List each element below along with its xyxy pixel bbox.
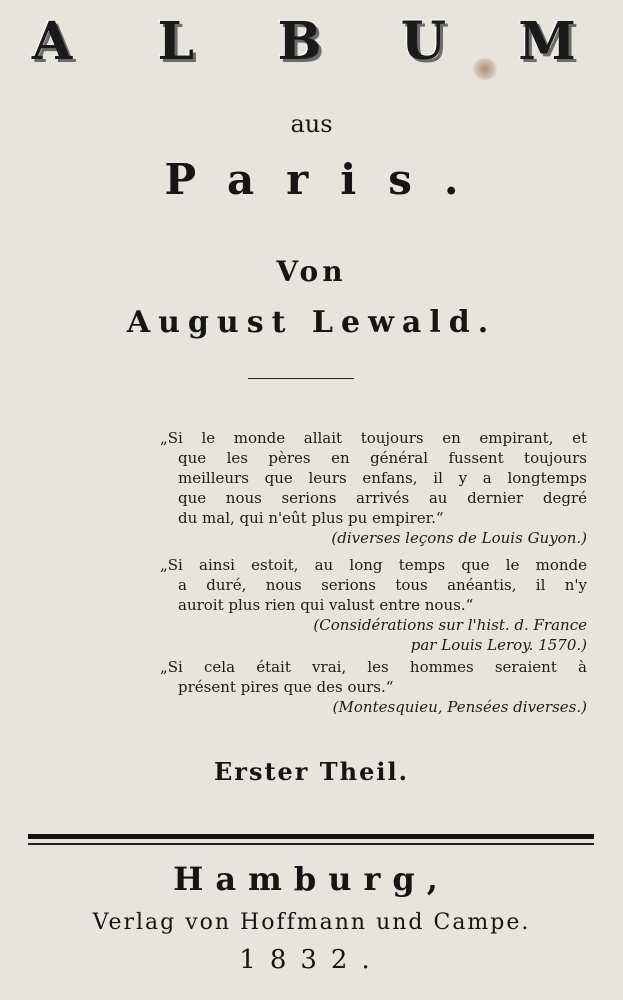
quote-line: que nous serions arrivés au dernier degré [178,489,587,507]
quote-source: (Montesquieu, Pensées diverses.) [332,698,587,716]
title-letter: M [518,11,576,72]
city-title: Paris. [164,155,491,204]
quote-line: présent pires que des ours.“ [178,678,394,696]
title-letter: B [277,11,322,72]
quote-line: meilleurs que leurs enfans, il y a longtemps [178,469,587,487]
book-title [0,11,623,72]
epigraph-guyon [160,428,587,548]
title-letter: U [400,11,446,72]
double-rule-thick [28,834,594,839]
quote-source: (diverses leçons de Louis Guyon.) [331,529,587,547]
quote-line: a duré, nous serions tous anéantis, il n'y [178,576,587,594]
imprint-city: Hamburg, [173,860,450,898]
quote-source: par Louis Leroy. 1570.) [410,636,587,654]
imprint-year: 1832. [239,945,384,975]
author-name: August Lewald. [126,305,497,340]
quote-line: „Si cela était vrai, les hommes seraient à [160,658,587,676]
quote-line: que les pères en général fussent toujours [178,449,587,467]
quote-line: du mal, qui n'eût plus pu empirer.“ [178,509,444,527]
preposition-aus: aus [290,110,333,138]
decorative-rule [248,378,354,379]
title-letter: L [157,11,195,72]
epigraph-leroy [160,555,587,655]
double-rule-thin [28,843,594,845]
by-line: Von [276,255,347,288]
quote-source: (Considérations sur l'hist. d. France [313,616,587,634]
quote-line: auroit plus rien qui valust entre nous.“ [178,596,474,614]
title-letter: A [31,11,73,72]
epigraph-montesquieu [160,657,587,717]
volume-label: Erster Theil. [214,757,409,786]
quote-line: „Si ainsi estoit, au long temps que le monde [160,556,587,574]
imprint-publisher: Verlag von Hoffmann und Campe. [92,910,531,935]
quote-line: „Si le monde allait toujours en empirant, et [160,429,587,447]
